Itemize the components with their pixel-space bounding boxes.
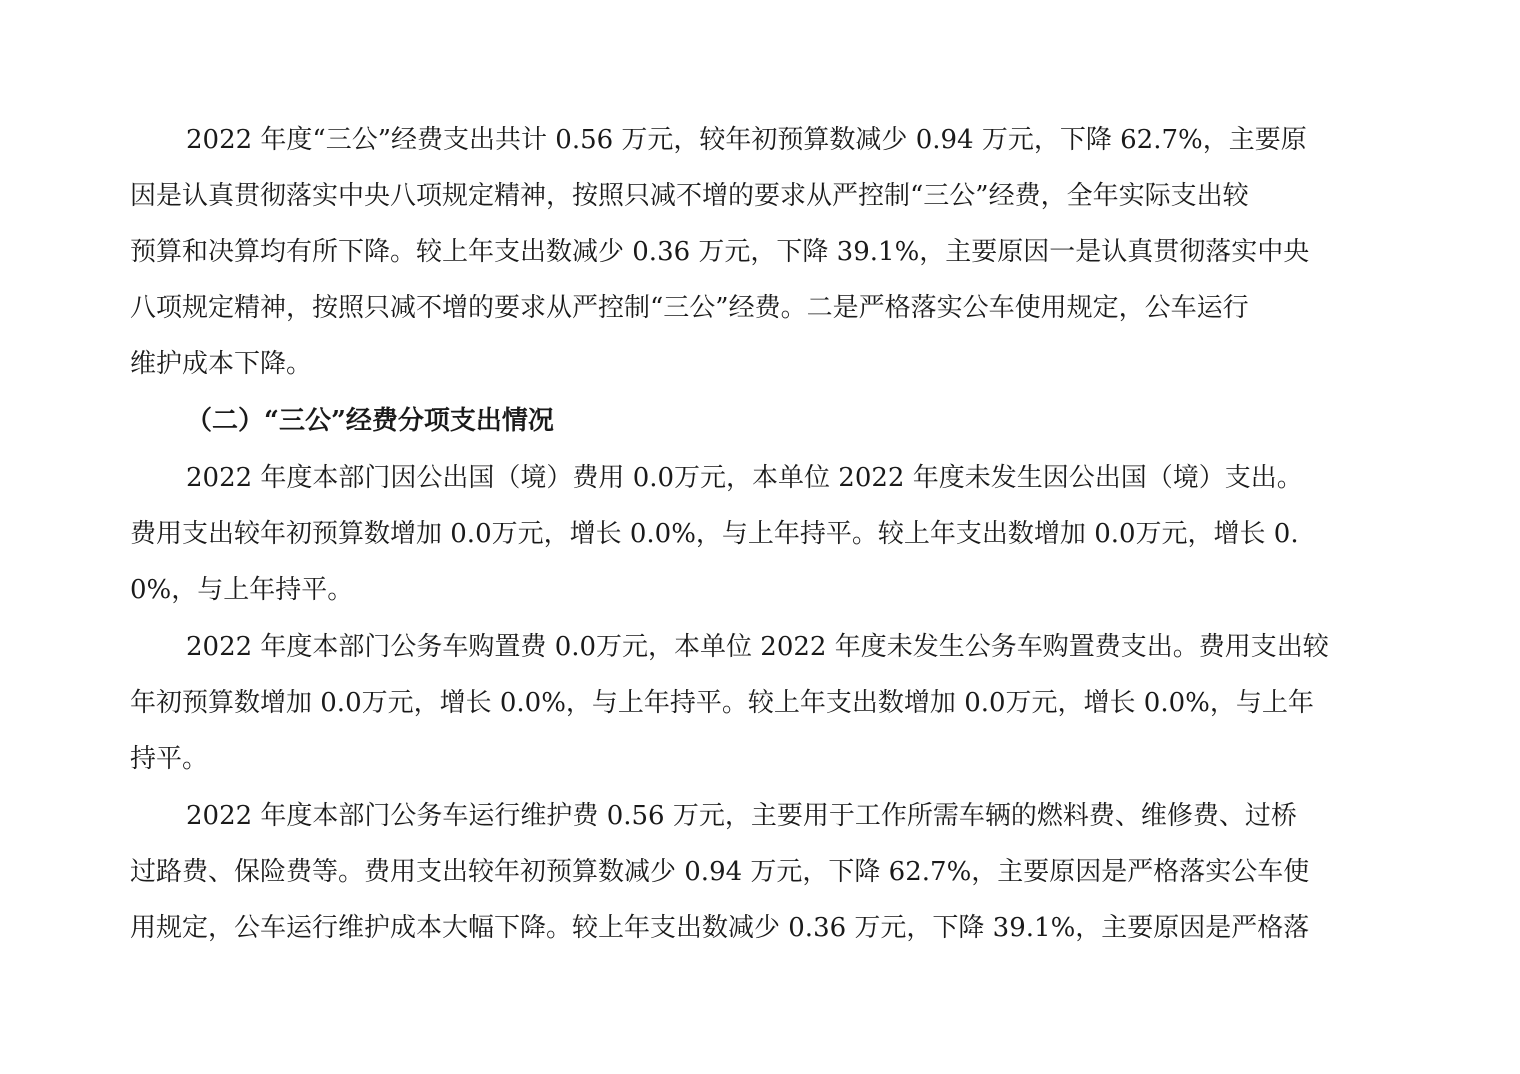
paragraph-4-line-2: 过路费、保险费等。费用支出较年初预算数减少 0.94 万元，下降 62.7%，主要原因是严格落实公车使 <box>130 857 1310 887</box>
paragraph-1-line-3: 预算和决算均有所下降。较上年支出数减少 0.36 万元，下降 39.1%，主要原因一是认真贯彻落实中央 <box>130 237 1310 267</box>
paragraph-3-line-2: 年初预算数增加 0.0万元，增长 0.0%，与上年持平。较上年支出数增加 0.0万元，增长 0.0%，与上年 <box>130 688 1314 718</box>
paragraph-4-line-3: 用规定，公车运行维护成本大幅下降。较上年支出数减少 0.36 万元，下降 39.1%，主要原因是严格落 <box>130 913 1310 943</box>
paragraph-2-line-3: 0%，与上年持平。 <box>130 575 354 605</box>
paragraph-2-line-2: 费用支出较年初预算数增加 0.0万元，增长 0.0%，与上年持平。较上年支出数增加 0.0万元，增长 0. <box>130 519 1299 549</box>
paragraph-3-line-3: 持平。 <box>130 744 209 774</box>
paragraph-1-line-4: 八项规定精神，按照只减不增的要求从严控制“三公”经费。二是严格落实公车使用规定，公车运行 <box>130 293 1249 323</box>
paragraph-1-line-5: 维护成本下降。 <box>130 349 313 379</box>
paragraph-1-line-1: 2022 年度“三公”经费支出共计 0.56 万元，较年初预算数减少 0.94 万元，下降 62.7%，主要原 <box>186 125 1307 155</box>
paragraph-4-line-1: 2022 年度本部门公务车运行维护费 0.56 万元，主要用于工作所需车辆的燃料费、维修费、过桥 <box>186 801 1297 831</box>
section-heading: （二）“三公”经费分项支出情况 <box>186 406 554 436</box>
paragraph-3-line-1: 2022 年度本部门公务车购置费 0.0万元，本单位 2022 年度未发生公务车购置费支出。费用支出较 <box>186 632 1329 662</box>
paragraph-1-line-2: 因是认真贯彻落实中央八项规定精神，按照只减不增的要求从严控制“三公”经费，全年实际支出较 <box>130 181 1249 211</box>
paragraph-2-line-1: 2022 年度本部门因公出国（境）费用 0.0万元，本单位 2022 年度未发生因公出国（境）支出。 <box>186 463 1303 493</box>
